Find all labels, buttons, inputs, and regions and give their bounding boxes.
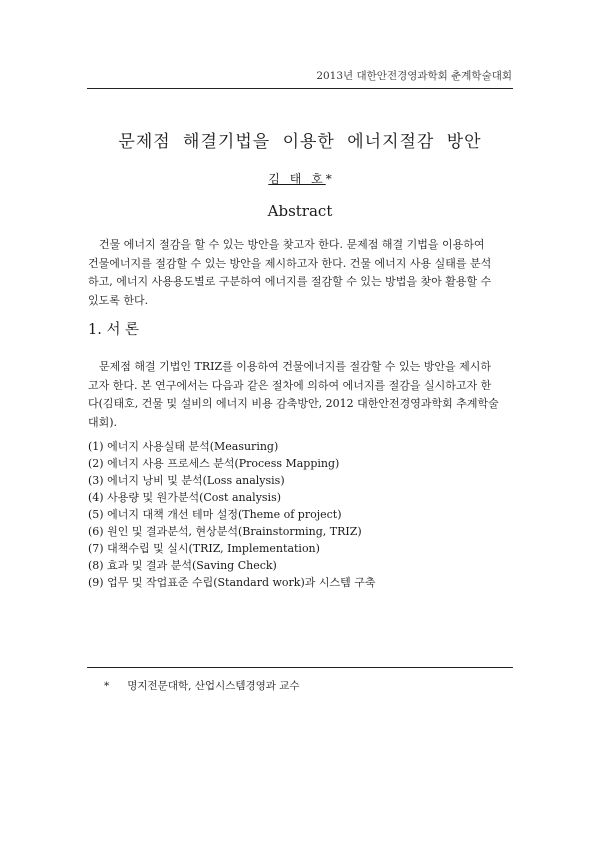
section-heading-introduction: 1. 서 론	[88, 322, 140, 338]
procedure-step: (6) 원인 및 결과분석, 현상분석(Brainstorming, TRIZ)	[88, 525, 362, 538]
paper-title: 문제점 해결기법을 이용한 에너지절감 방안	[118, 132, 482, 152]
procedure-step: (1) 에너지 사용실태 분석(Measuring)	[88, 440, 279, 453]
abstract-line: 건물에너지를 절감할 수 있는 방안을 제시하고자 한다. 건물 에너지 사용 실태를 분석	[88, 256, 492, 270]
intro-line: 고자 한다. 본 연구에서는 다음과 같은 절차에 의하여 에너지를 절감을 실시하고자 한	[88, 378, 492, 392]
intro-line: 다(김태호, 건물 및 설비의 에너지 비용 감축방안, 2012 대한안전경영과학회 추계학술	[88, 397, 499, 410]
footnote-rule	[87, 667, 513, 668]
intro-line: 문제점 해결 기법인 TRIZ를 이용하여 건물에너지를 절감할 수 있는 방안을 제시하	[99, 360, 491, 373]
abstract-heading: Abstract	[267, 202, 333, 220]
procedure-step: (3) 에너지 낭비 및 분석(Loss analysis)	[88, 474, 285, 487]
abstract-line: 하고, 에너지 사용용도별로 구분하여 에너지를 절감할 수 있는 방법을 찾아 활용할 수	[88, 275, 492, 288]
abstract-line: 있도록 한다.	[88, 293, 149, 307]
footnote-text: 명지전문대학, 산업시스템경영과 교수	[127, 680, 300, 692]
introduction-body	[88, 358, 516, 432]
procedure-step: (5) 에너지 대책 개선 테마 설정(Theme of project)	[88, 508, 342, 521]
procedure-step: (7) 대책수립 및 실시(TRIZ, Implementation)	[88, 542, 320, 555]
procedure-list	[88, 438, 376, 591]
author-line	[0, 170, 600, 187]
intro-line: 대회).	[88, 415, 118, 429]
header-rule	[87, 88, 513, 89]
procedure-step: (2) 에너지 사용 프로세스 분석(Process Mapping)	[88, 457, 340, 470]
abstract-body	[88, 236, 516, 310]
author-name: 김 태 호	[268, 172, 326, 186]
running-header: 2013년 대한안전경영과학회 춘계학술대회	[316, 70, 512, 82]
footnote-mark: *	[104, 680, 110, 692]
procedure-step: (9) 업무 및 작업표준 수립(Standard work)과 시스템 구축	[88, 576, 376, 589]
procedure-step: (8) 효과 및 결과 분석(Saving Check)	[88, 559, 277, 572]
abstract-line: 건물 에너지 절감을 할 수 있는 방안을 찾고자 한다. 문제점 해결 기법을 이용하여	[99, 238, 485, 251]
procedure-step: (4) 사용량 및 원가분석(Cost analysis)	[88, 491, 282, 504]
footnote	[104, 678, 300, 693]
author-footnote-mark: *	[325, 172, 332, 186]
